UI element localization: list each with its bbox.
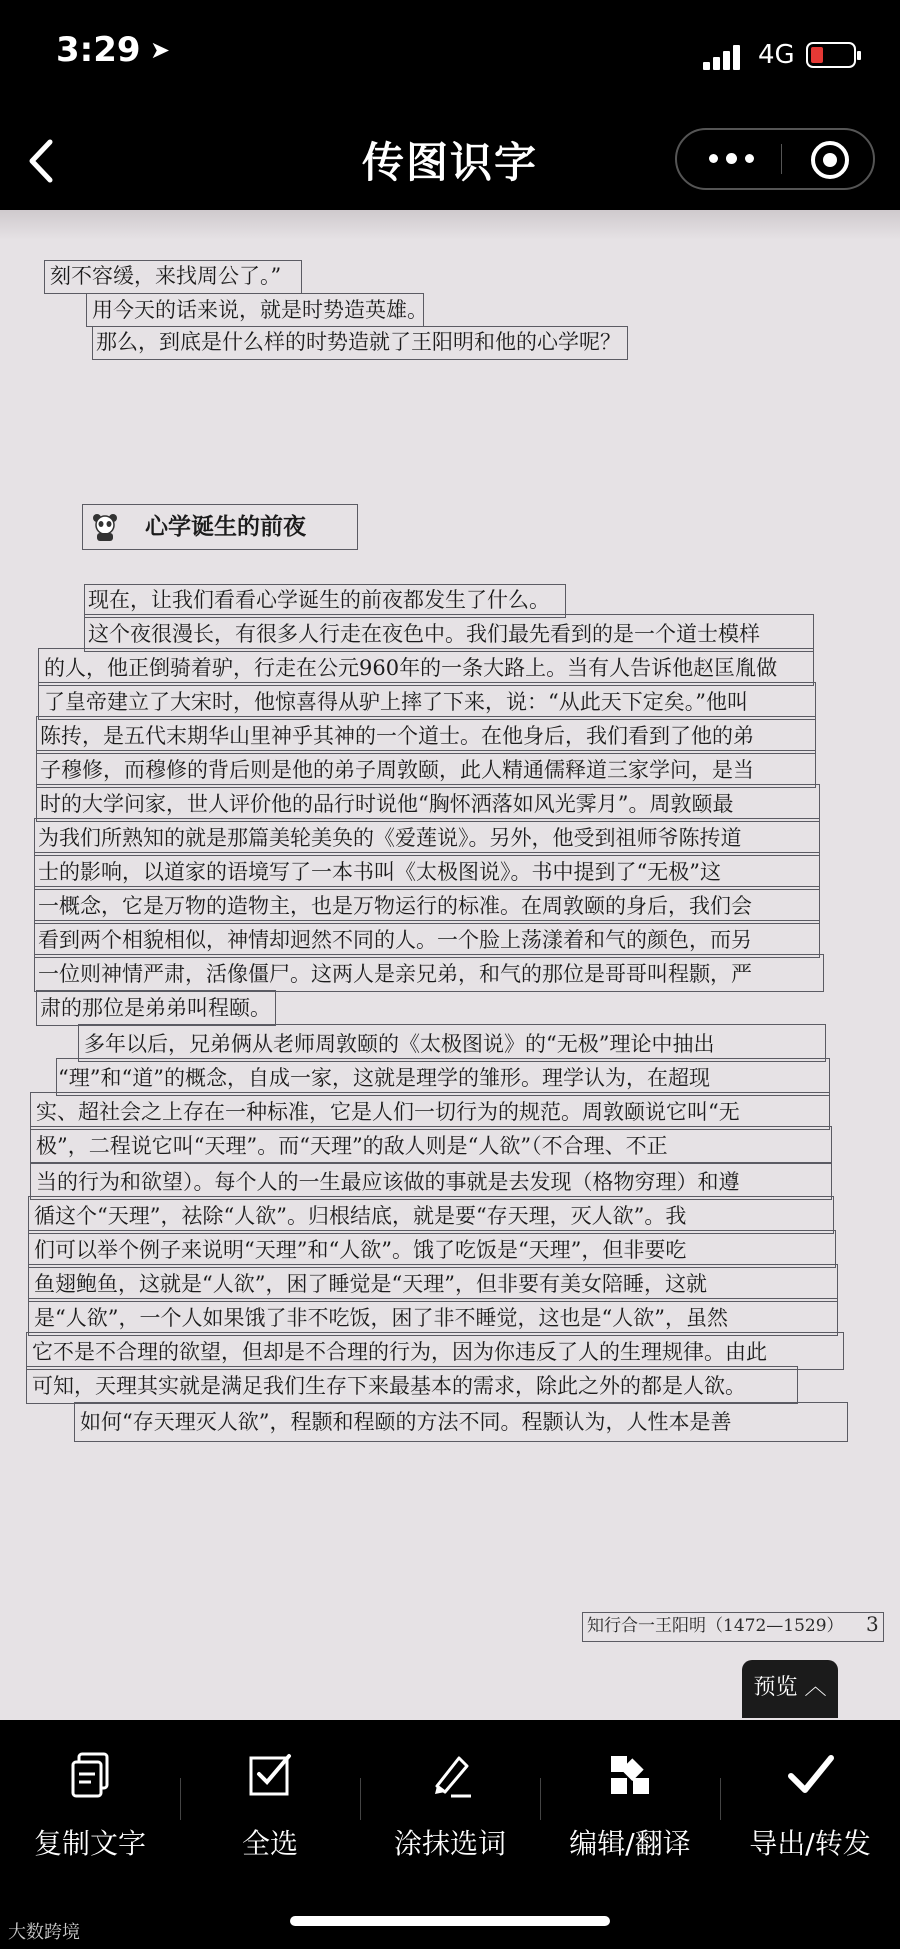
ocr-box (74, 1402, 848, 1442)
text-line[interactable]: 循这个“天理”，祛除“人欲”。归根结底，就是要“存天理，灭人欲”。我 (34, 1204, 687, 1228)
smear-select-button[interactable] (360, 1750, 540, 1862)
text-line[interactable]: 是“人欲”，一个人如果饿了非不吃饭，困了非不睡觉，这也是“人欲”，虽然 (34, 1306, 728, 1330)
select-all-icon (245, 1750, 295, 1800)
ocr-box (26, 1366, 798, 1404)
ocr-box (26, 1332, 844, 1370)
ocr-box (44, 260, 302, 294)
copy-text-icon (65, 1750, 115, 1800)
edit-translate-label: 编辑/翻译 (569, 1827, 691, 1860)
text-line[interactable]: 刻不容缓，来找周公了。” (50, 264, 282, 288)
preview-label: 预览 (753, 1675, 798, 1700)
text-line[interactable]: 多年以后，兄弟俩从老师周敦颐的《太极图说》的“无极”理论中抽出 (84, 1032, 715, 1056)
ocr-box (84, 584, 566, 618)
ocr-box (34, 920, 820, 958)
export-label: 导出/转发 (749, 1827, 871, 1860)
ocr-box (56, 1058, 830, 1096)
text-line[interactable]: 了皇帝建立了大宋时，他惊喜得从驴上摔了下来，说：“从此天下定矣。”他叫 (44, 690, 748, 714)
network-type: 4G (758, 40, 795, 70)
text-line[interactable]: 陈抟，是五代末期华山里神乎其神的一个道士。在他身后，我们看到了他的弟 (40, 724, 754, 748)
edit-translate-button[interactable] (540, 1750, 720, 1862)
bottom-toolbar (0, 1720, 900, 1949)
text-line[interactable]: 当的行为和欲望）。每个人的一生最应该做的事就是去发现（格物穷理）和遵 (36, 1170, 740, 1194)
ocr-box (30, 1092, 830, 1130)
ocr-box (36, 784, 820, 822)
copy-text-label: 复制文字 (33, 1827, 146, 1860)
book-footer-label[interactable]: 知行合一王阳明（1472—1529） (582, 1612, 884, 1642)
text-line[interactable]: 为我们所熟知的就是那篇美轮美奂的《爱莲说》。另外，他受到祖师爷陈抟道 (38, 826, 742, 850)
text-line[interactable]: 的人，他正倒骑着驴，行走在公元960年的一条大路上。当有人告诉他赵匡胤做 (44, 656, 778, 680)
ocr-box (34, 852, 820, 890)
watermark: 大数跨境 (8, 1922, 80, 1943)
ocr-box (86, 293, 424, 327)
ocr-box (34, 886, 820, 924)
status-bar (0, 0, 900, 110)
home-indicator[interactable] (290, 1916, 610, 1926)
copy-text-button[interactable] (0, 1750, 180, 1862)
text-line[interactable]: 肃的那位是弟弟叫程颐。 (40, 996, 271, 1020)
text-line[interactable]: 它不是不合理的欲望，但却是不合理的行为，因为你违反了人的生理规律。由此 (32, 1340, 767, 1364)
ocr-box (34, 818, 820, 856)
text-line[interactable]: 用今天的话来说，就是时势造英雄。 (92, 298, 428, 322)
text-line[interactable]: 如何“存天理灭人欲”，程颢和程颐的方法不同。程颢认为，人性本是善 (80, 1410, 732, 1434)
text-line[interactable]: 时的大学问家，世人评价他的品行时说他“胸怀洒落如风光霁月”。周敦颐最 (40, 792, 734, 816)
chevron-up-icon: ︿ (804, 1675, 827, 1700)
ocr-box (38, 648, 814, 686)
ocr-box (28, 1196, 834, 1234)
ocr-box (78, 1024, 826, 1062)
scanned-page (0, 210, 900, 1720)
text-line[interactable]: 一概念，它是万物的造物主，也是万物运行的标准。在周敦颐的身后，我们会 (38, 894, 752, 918)
ocr-box (30, 1162, 832, 1200)
text-line[interactable]: “理”和“道”的概念，自成一家，这就是理学的雏形。理学认为，在超现 (58, 1066, 710, 1090)
ocr-box (36, 716, 816, 754)
edit-translate-icon (605, 1750, 655, 1800)
text-line[interactable]: 看到两个相貌相似，神情却迥然不同的人。一个脸上荡漾着和气的颜色，而另 (38, 928, 752, 952)
section-heading[interactable] (82, 504, 358, 550)
panda-icon (91, 512, 119, 542)
ocr-box (38, 682, 816, 720)
text-line[interactable]: 极”，二程说它叫“天理”。而“天理”的敌人则是“人欲”（不合理、不正 (36, 1134, 668, 1158)
export-button[interactable] (720, 1750, 900, 1862)
ocr-box (28, 1298, 838, 1336)
text-line[interactable]: 子穆修，而穆修的背后则是他的弟子周敦颐，此人精通儒释道三家学问，是当 (40, 758, 754, 782)
text-line[interactable]: 鱼翅鲍鱼，这就是“人欲”，困了睡觉是“天理”，但非要有美女陪睡，这就 (34, 1272, 707, 1296)
text-line[interactable]: 可知，天理其实就是满足我们生存下来最基本的需求，除此之外的都是人欲。 (32, 1374, 746, 1398)
location-arrow-icon: ➤ (150, 36, 171, 64)
ocr-box (92, 326, 628, 360)
ocr-box (36, 990, 276, 1026)
page-title: 传图识字 (361, 138, 538, 187)
battery-icon (806, 42, 856, 68)
ocr-box (28, 1230, 836, 1268)
smear-select-icon (425, 1750, 475, 1800)
ocr-box (34, 954, 824, 992)
signal-strength-icon (703, 44, 743, 70)
text-line[interactable]: 士的影响，以道家的语境写了一本书叫《太极图说》。书中提到了“无极”这 (38, 860, 721, 884)
ocr-box (36, 750, 816, 788)
text-line[interactable]: 这个夜很漫长，有很多人行走在夜色中。我们最先看到的是一个道士模样 (88, 622, 760, 646)
mini-program-capsule (675, 128, 875, 190)
page-number: 3 (866, 1612, 879, 1636)
nav-bar (0, 110, 900, 210)
status-time: 3:29 (56, 30, 141, 70)
ocr-box (28, 1264, 838, 1302)
text-line[interactable]: 那么，到底是什么样的时势造就了王阳明和他的心学呢？ (96, 330, 621, 354)
select-all-label: 全选 (241, 1827, 298, 1860)
smear-select-label: 涂抹选词 (393, 1827, 506, 1860)
text-line[interactable]: 一位则神情严肃，活像僵尸。这两人是亲兄弟，和气的那位是哥哥叫程颢，严 (38, 962, 752, 986)
section-heading-text: 心学诞生的前夜 (145, 514, 306, 540)
text-line[interactable]: 现在，让我们看看心学诞生的前夜都发生了什么。 (88, 588, 550, 612)
text-line[interactable]: 实、超社会之上存在一种标准，它是人们一切行为的规范。周敦颐说它叫“无 (36, 1100, 740, 1124)
close-target-icon[interactable] (811, 141, 849, 179)
select-all-button[interactable] (180, 1750, 360, 1862)
export-icon (785, 1750, 835, 1800)
ocr-box (30, 1126, 832, 1164)
more-icon[interactable] (705, 144, 765, 174)
ocr-box (84, 614, 814, 652)
text-line[interactable]: 们可以举个例子来说明“天理”和“人欲”。饿了吃饭是“天理”，但非要吃 (34, 1238, 687, 1262)
preview-button[interactable] (742, 1660, 838, 1718)
